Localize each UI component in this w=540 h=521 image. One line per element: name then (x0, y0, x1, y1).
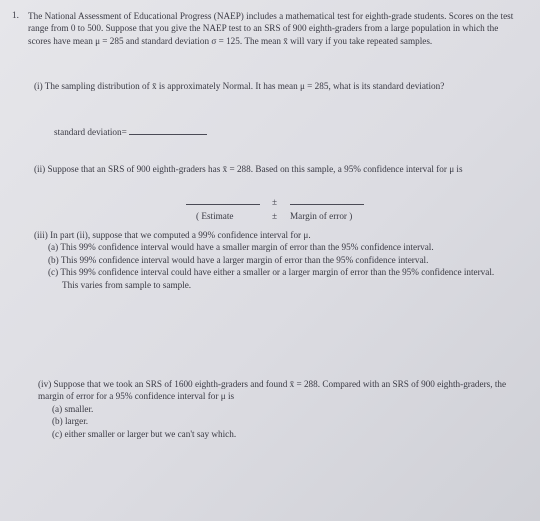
estimate-blank[interactable] (186, 204, 260, 205)
question-number: 1. (12, 10, 19, 20)
part-iii-option-b[interactable]: (b) This 99% confidence interval would have a larger margin of error than the 95% confidence interval. (48, 254, 429, 265)
margin-of-error-label: Margin of error ) (290, 211, 353, 221)
answer-blank[interactable] (129, 124, 207, 135)
answer-label: standard deviation= (54, 127, 127, 137)
part-i-prompt: (i) The sampling distribution of x̄ is approximately Normal. It has mean μ = 285, what is its standard deviation? (34, 81, 445, 91)
part-iv-option-a[interactable]: (a) smaller. (52, 403, 94, 414)
margin-blank[interactable] (290, 204, 364, 205)
part-iv-prompt: (iv) Suppose that we took an SRS of 1600 eighth-graders and found x̄ = 288. Compared with an SRS of 900 eighth-graders, the margin of error for a 95% confidence interval for μ is (38, 379, 507, 402)
part-iv (38, 378, 508, 440)
part-ii-prompt: (ii) Suppose that an SRS of 900 eighth-graders has x̄ = 288. Based on this sample, a 95% confidence interval for μ is (34, 164, 463, 174)
part-iii-option-a[interactable]: (a) This 99% confidence interval would have a smaller margin of error than the 95% confidence interval. (48, 242, 434, 253)
part-iii (34, 229, 512, 291)
part-iii-option-c[interactable]: (c) This 99% confidence interval could have either a smaller or a larger margin of error than the 95% confidence interval. This varies from sample to sample. (48, 267, 495, 290)
part-iii-prompt: (iii) In part (ii), suppose that we computed a 99% confidence interval for μ. (34, 230, 311, 240)
plus-minus-sign: ± (272, 197, 278, 207)
question-intro: The National Assessment of Educational Progress (NAEP) includes a mathematical test for eighth-grade students. Scores on the test range from 0 to 500. Suppose that you give the NAEP test to an SRS of 900 eighth-graders from a large population in which the scores have mean μ = 285 and standard deviation σ = 125. The mean x̄ will vary if you take repeated samples. (28, 11, 514, 46)
estimate-label: ( Estimate (196, 211, 234, 221)
plus-minus-label: ± (272, 211, 278, 221)
part-iv-option-c[interactable]: (c) either smaller or larger but we can't say which. (52, 428, 237, 439)
standard-deviation-answer (54, 124, 354, 138)
part-iv-option-b[interactable]: (b) larger. (52, 416, 89, 427)
